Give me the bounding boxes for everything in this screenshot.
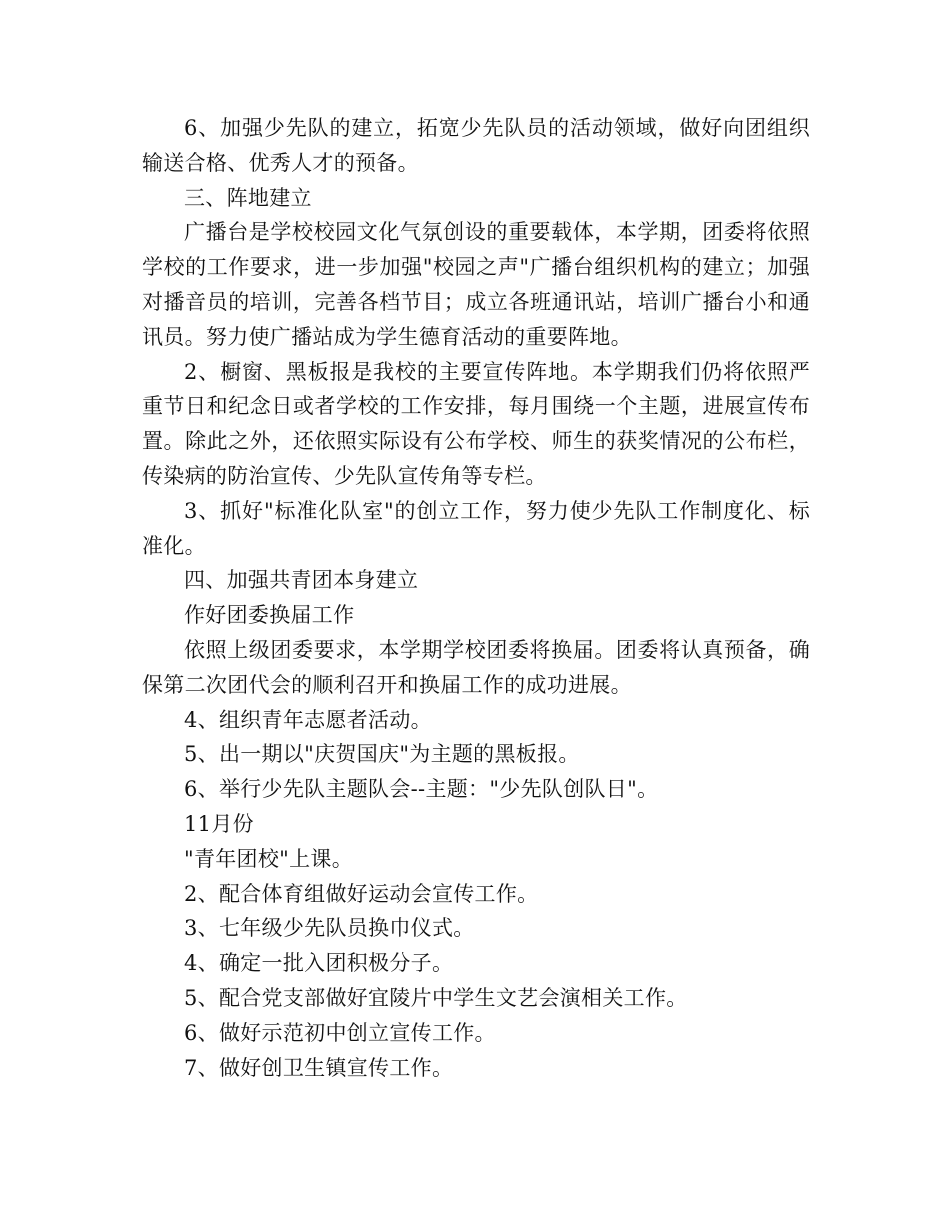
list-item-2-sports-meet: 2、配合体育组做好运动会宣传工作。	[184, 881, 539, 906]
list-item-4-activists: 4、确定一批入团积极分子。	[184, 951, 454, 976]
paragraph-election-details: 依照上级团委要求，本学期学校团委将换届。团委将认真预备，确保第二次团代会的顺利召开和换届工作的成功进展。	[142, 637, 810, 697]
list-item-4-volunteers: 4、组织青年志愿者活动。	[184, 707, 432, 732]
list-item-5-blackboard: 5、出一期以"庆贺国庆"为主题的黑板报。	[184, 742, 580, 767]
section-heading-3: 三、阵地建立	[184, 185, 312, 210]
list-item-3-scarf-ceremony: 3、七年级少先队员换巾仪式。	[184, 916, 475, 941]
subheading-committee-election: 作好团委换届工作	[184, 603, 355, 628]
paragraph-item-2-blackboard: 2、橱窗、黑板报是我校的主要宣传阵地。本学期我们仍将依照严重节日和纪念日或者学校的工作安排，每月围绕一个主题，进展宣传布置。除此之外，还依照实际设有公布学校、师生的获奖情况的公布栏，传染病的防治宣传、少先队宣传角等专栏。	[142, 359, 810, 488]
month-heading-november: 11月份	[184, 811, 254, 836]
paragraph-broadcast-station: 广播台是学校校园文化气氛创设的重要载体，本学期，团委将依照学校的工作要求，进一步加强"校园之声"广播台组织机构的建立；加强对播音员的培训，完善各档节目；成立各班通讯站，培训广播台小和通讯员。努力使广播站成为学生德育活动的重要阵地。	[142, 220, 810, 349]
section-heading-4: 四、加强共青团本身建立	[184, 568, 419, 593]
list-item-6-team-meeting: 6、举行少先队主题队会--主题："少先队创队日"。	[184, 777, 659, 802]
document-page	[142, 111, 810, 1085]
list-item-youth-school: "青年团校"上课。	[184, 846, 354, 871]
paragraph-item-6-youth-pioneers: 6、加强少先队的建立，拓宽少先队员的活动领域，做好向团组织输送合格、优秀人才的预备。	[142, 116, 810, 175]
list-item-6-model-school: 6、做好示范初中创立宣传工作。	[184, 1020, 496, 1045]
list-item-7-sanitation-town: 7、做好创卫生镇宣传工作。	[184, 1055, 454, 1080]
paragraph-item-3-standard-room: 3、抓好"标准化队室"的创立工作，努力使少先队工作制度化、标准化。	[142, 498, 810, 558]
list-item-5-art-performance: 5、配合党支部做好宜陵片中学生文艺会演相关工作。	[184, 985, 688, 1010]
